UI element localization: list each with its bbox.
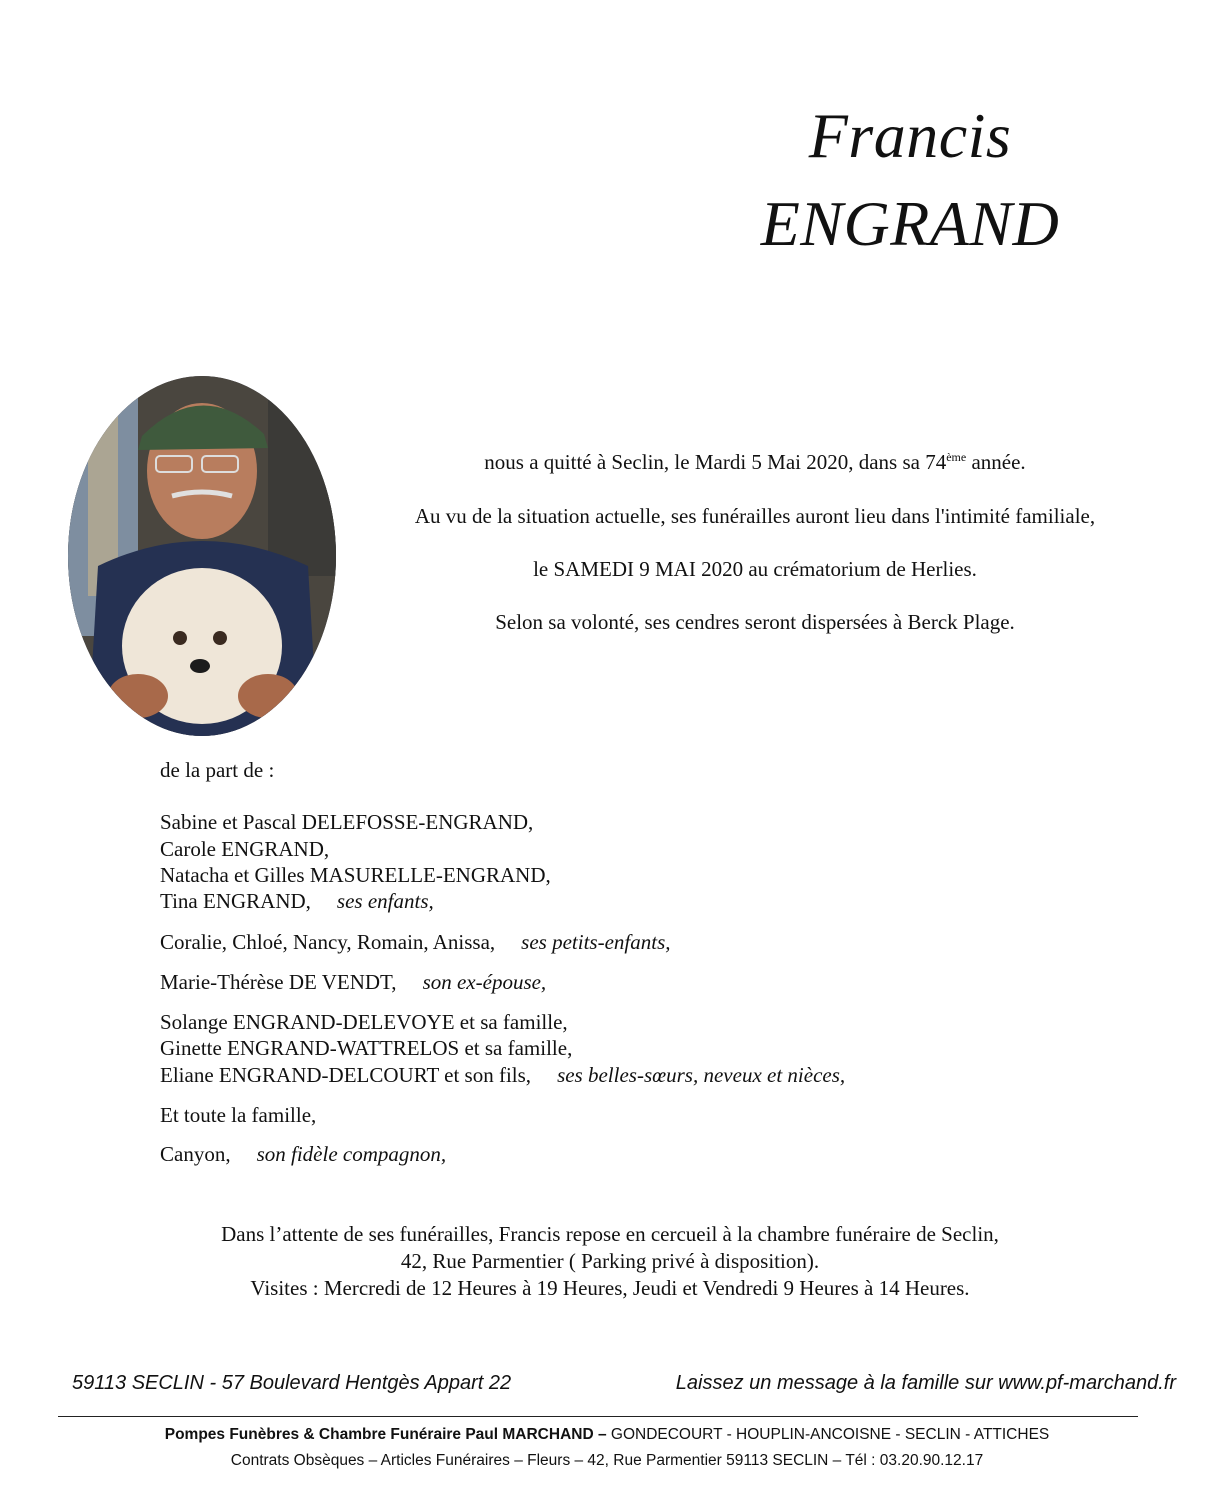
child-2: Carole ENGRAND,	[160, 837, 330, 861]
dog-name: Canyon,	[160, 1142, 231, 1166]
last-name: ENGRAND	[760, 188, 1060, 259]
footer-divider	[58, 1416, 1138, 1417]
company-line	[0, 1426, 1214, 1444]
company-name: Pompes Funèbres & Chambre Funéraire Paul MARCHAND –	[164, 1426, 607, 1443]
rest-info-line-2: 42, Rue Parmentier ( Parking privé à disposition).	[400, 1249, 820, 1273]
grandchildren-role: ses petits-enfants,	[521, 930, 671, 954]
rest-info-line-1: Dans l’attente de ses funérailles, Francis repose en cercueil à la chambre funéraire de Seclin,	[221, 1222, 999, 1246]
announcement-line-1-text: nous a quitté à Seclin, le Mardi 5 Mai 2020, dans sa 74	[484, 450, 947, 474]
family-intro: de la part de :	[160, 758, 275, 782]
in-law-2: Ginette ENGRAND-WATTRELOS et sa famille,	[160, 1036, 573, 1060]
grandchildren-row	[160, 930, 671, 955]
child-1: Sabine et Pascal DELEFOSSE-ENGRAND,	[160, 810, 534, 834]
ex-wife: Marie-Thérèse DE VENDT,	[160, 970, 397, 994]
dog-role: son fidèle compagnon,	[256, 1142, 447, 1166]
message-link[interactable]: Laissez un message à la famille sur www.pf-marchand.fr	[675, 1372, 1176, 1394]
company-locations: GONDECOURT - HOUPLIN-ANCOISNE - SECLIN - ATTICHES	[606, 1426, 1050, 1443]
in-law-3: Eliane ENGRAND-DELCOURT et son fils,	[160, 1063, 532, 1087]
ex-wife-role: son ex-épouse,	[422, 970, 547, 994]
portrait-photo	[68, 376, 336, 736]
company-services: Contrats Obsèques – Articles Funéraires – Fleurs – 42, Rue Parmentier 59113 SECLIN – Tél : 03.20.90.12.17	[230, 1452, 984, 1469]
in-law-1: Solange ENGRAND-DELEVOYE et sa famille,	[160, 1010, 568, 1034]
grandchildren: Coralie, Chloé, Nancy, Romain, Anissa,	[160, 930, 496, 954]
child-3: Natacha et Gilles MASURELLE-ENGRAND,	[160, 863, 551, 887]
portrait-illustration	[68, 376, 336, 736]
children-role: ses enfants,	[336, 889, 434, 913]
announcement-line-4: Selon sa volonté, ses cendres seront dispersées à Berck Plage.	[495, 610, 1015, 634]
ordinal-suffix: ème	[946, 450, 967, 464]
ex-wife-row	[160, 970, 546, 995]
announcement-line-3: le SAMEDI 9 MAI 2020 au crématorium de Herlies.	[533, 557, 977, 581]
announcement-line-1-end: année.	[966, 450, 1026, 474]
all-family: Et toute la famille,	[160, 1103, 317, 1127]
first-name: Francis	[808, 100, 1012, 171]
announcement-line-2: Au vu de la situation actuelle, ses funérailles auront lieu dans l'intimité familiale,	[414, 504, 1096, 528]
child-4: Tina ENGRAND,	[160, 889, 311, 913]
announcement-line-1	[360, 450, 1150, 475]
in-law-3-row	[160, 1063, 845, 1088]
in-laws-role: ses belles-sœurs, neveux et nièces,	[557, 1063, 846, 1087]
dog-row	[160, 1142, 446, 1167]
child-4-row	[160, 889, 434, 914]
family-address: 59113 SECLIN - 57 Boulevard Hentgès Appart 22	[72, 1372, 512, 1394]
rest-info-line-3: Visites : Mercredi de 12 Heures à 19 Heures, Jeudi et Vendredi 9 Heures à 14 Heures.	[250, 1276, 970, 1300]
